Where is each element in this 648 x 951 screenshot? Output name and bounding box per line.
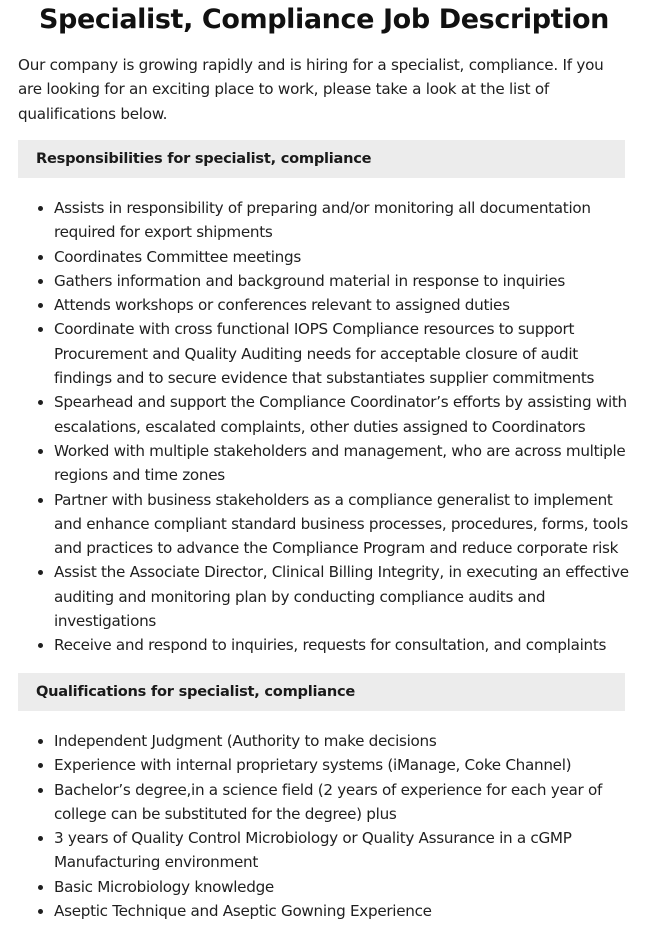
list-item <box>18 196 630 245</box>
list-item-text: Aseptic Technique and Aseptic Gowning Experience <box>54 902 432 921</box>
list-item-text: Bachelor’s degree,in a science field (2 years of experience for each year of college can be substituted for the degree) plus <box>54 780 603 823</box>
bullet-icon <box>38 885 43 890</box>
list-item <box>18 293 630 317</box>
list-item-text: Receive and respond to inquiries, requests for consultation, and complaints <box>54 636 607 655</box>
bullet-icon <box>38 498 43 503</box>
list-item-text: Basic Microbiology knowledge <box>54 877 274 896</box>
page-title: Specialist, Compliance Job Description <box>39 4 609 35</box>
bullet-icon <box>38 400 43 405</box>
list-item <box>18 439 630 488</box>
list-item <box>18 633 630 657</box>
list-item-text: Independent Judgment (Authority to make decisions <box>54 732 437 750</box>
responsibilities-heading: Responsibilities for specialist, compliance <box>18 140 625 178</box>
list-item-text: Worked with multiple stakeholders and management, who are across multiple regions and time zones <box>54 441 626 485</box>
list-item <box>18 753 630 777</box>
list-item <box>18 245 630 269</box>
list-item-text: Attends workshops or conferences relevant to assigned duties <box>54 296 510 315</box>
bullet-icon <box>38 763 43 768</box>
responsibilities-list <box>18 196 630 658</box>
qualifications-list <box>18 729 630 923</box>
bullet-icon <box>38 836 43 841</box>
intro-paragraph: Our company is growing rapidly and is hiring for a specialist, compliance. If you are looking for an exciting place to work, please take a look at the list of qualifications below. <box>18 56 604 123</box>
list-item <box>18 729 630 753</box>
bullet-icon <box>38 739 43 744</box>
bullet-icon <box>38 788 43 793</box>
list-item-text: Coordinates Committee meetings <box>54 247 301 266</box>
list-item-text: Experience with internal proprietary systems (iManage, Coke Channel) <box>54 756 572 775</box>
list-item <box>18 269 630 293</box>
list-item-text: Spearhead and support the Compliance Coordinator’s efforts by assisting with escalations, escalated complaints, other duties assigned to Coordinators <box>54 393 627 436</box>
list-item-text: Partner with business stakeholders as a compliance generalist to implement and enhance compliant standard business processes, procedures, forms, tools and practices to advance the Compliance Program and reduce corporate risk <box>54 490 628 558</box>
list-item <box>18 899 630 923</box>
list-item-text: Coordinate with cross functional IOPS Compliance resources to support Procurement and Quality Auditing needs for acceptable closure of audit findings and to secure evidence that substantiates supplier commitments <box>54 320 595 388</box>
list-item <box>18 826 630 875</box>
bullet-icon <box>38 327 43 332</box>
bullet-icon <box>38 255 43 260</box>
list-item <box>18 560 630 633</box>
bullet-icon <box>38 206 43 211</box>
list-item-text: 3 years of Quality Control Microbiology or Quality Assurance in a cGMP Manufacturing environment <box>54 829 572 872</box>
qualifications-heading: Qualifications for specialist, compliance <box>18 673 625 711</box>
bullet-icon <box>38 909 43 914</box>
list-item <box>18 875 630 899</box>
list-item <box>18 488 630 561</box>
bullet-icon <box>38 279 43 284</box>
bullet-icon <box>38 449 43 454</box>
list-item <box>18 317 630 390</box>
list-item-text: Gathers information and background material in response to inquiries <box>54 271 565 290</box>
list-item <box>18 390 630 439</box>
list-item-text: Assists in responsibility of preparing and/or monitoring all documentation required for export shipments <box>54 199 591 242</box>
bullet-icon <box>38 570 43 575</box>
bullet-icon <box>38 643 43 648</box>
list-item-text: Assist the Associate Director, Clinical Billing Integrity, in executing an effective auditing and monitoring plan by conducting compliance audits and investigations <box>54 563 629 631</box>
list-item <box>18 778 630 827</box>
bullet-icon <box>38 303 43 308</box>
